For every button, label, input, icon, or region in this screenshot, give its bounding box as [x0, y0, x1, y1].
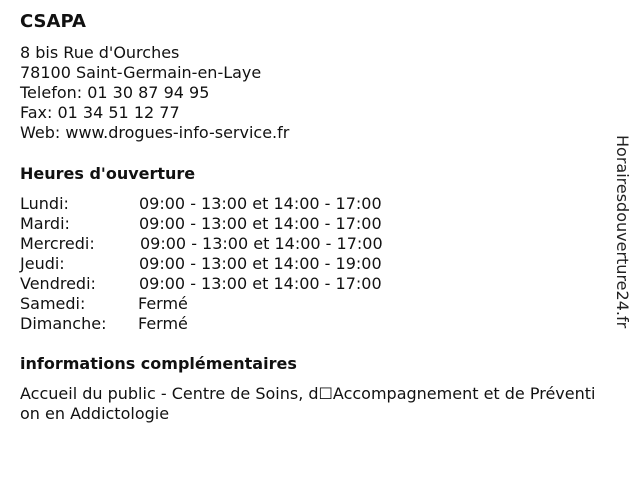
address-street: 8 bis Rue d'Ourches: [20, 43, 180, 62]
fax-number: Fax: 01 34 51 12 77: [20, 103, 180, 122]
phone-number: Telefon: 01 30 87 94 95: [20, 83, 210, 102]
day-label: Mardi:: [20, 214, 70, 233]
day-hours: 09:00 - 13:00 et 14:00 - 17:00: [139, 214, 382, 233]
site-watermark: Horairesdouverture24.fr: [613, 135, 632, 329]
hours-heading: Heures d'ouverture: [20, 164, 196, 183]
address-city: 78100 Saint-Germain-en-Laye: [20, 63, 262, 82]
day-label: Mercredi:: [20, 234, 95, 253]
day-hours: 09:00 - 13:00 et 14:00 - 17:00: [140, 234, 383, 253]
day-label: Samedi:: [20, 294, 86, 313]
day-label: Vendredi:: [20, 274, 96, 293]
address-block: [20, 43, 289, 143]
day-label: Jeudi:: [20, 254, 65, 273]
day-hours: Fermé: [138, 294, 188, 313]
page-title: CSAPA: [20, 11, 86, 32]
day-hours: 09:00 - 13:00 et 14:00 - 19:00: [139, 254, 382, 273]
day-hours: 09:00 - 13:00 et 14:00 - 17:00: [139, 194, 382, 213]
day-hours: Fermé: [138, 314, 188, 333]
day-label: Lundi:: [20, 194, 69, 213]
day-hours: 09:00 - 13:00 et 14:00 - 17:00: [139, 274, 382, 293]
day-label: Dimanche:: [20, 314, 107, 333]
website: Web: www.drogues-info-service.fr: [20, 123, 290, 142]
info-description: Accueil du public - Centre de Soins, d☐Accompagnement et de Prévention en Addictologie: [20, 384, 596, 423]
info-heading: informations complémentaires: [20, 354, 297, 373]
